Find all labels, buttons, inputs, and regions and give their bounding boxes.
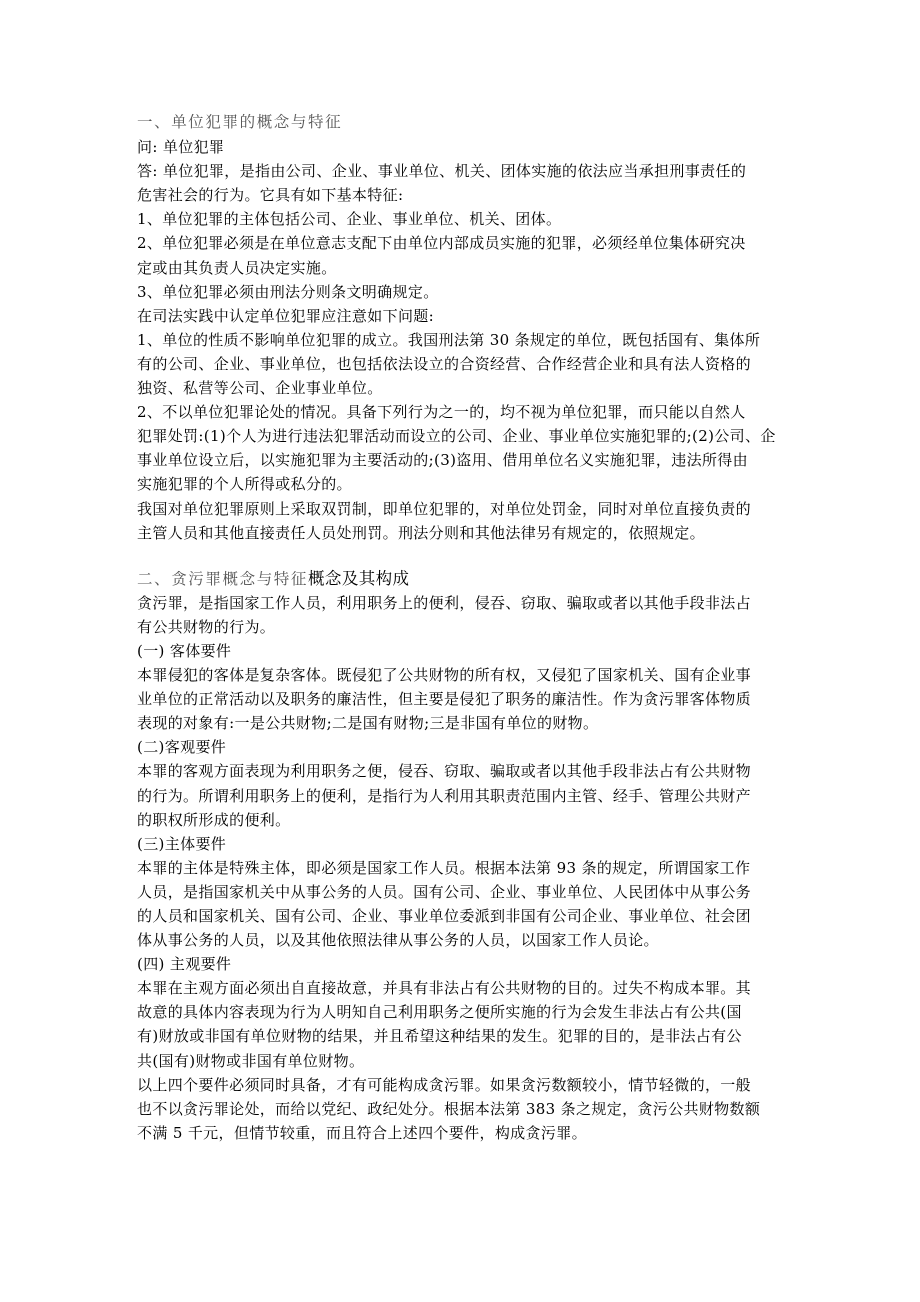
text-line: 在司法实践中认定单位犯罪应注意如下问题: <box>137 306 435 325</box>
text-line: 的行为。所谓利用职务上的便利，是指行为人利用其职责范围内主管、经手、管理公共财产 <box>137 786 752 805</box>
text-line: 共(国有)财物或非国有单位财物。 <box>137 1051 365 1070</box>
text-line: 也不以贪污罪论处，而给以党纪、政纪处分。根据本法第 383 条之规定，贪污公共财物数额 <box>137 1099 761 1118</box>
text-line: 的职权所形成的便利。 <box>137 810 291 829</box>
text-line: 本罪的客观方面表现为利用职务之便，侵吞、窃取、骗取或者以其他手段非法占有公共财物 <box>137 762 752 781</box>
text-line: 独资、私营等公司、企业事业单位。 <box>137 379 383 398</box>
subheading: (三)主体要件 <box>137 834 227 853</box>
section-spacer <box>137 545 787 567</box>
text-line: 实施犯罪的个人所得或私分的。 <box>137 475 352 494</box>
text-line: 1、单位的性质不影响单位犯罪的成立。我国刑法第 30 条规定的单位，既包括国有、集体所 <box>137 330 761 349</box>
text-line: 本罪在主观方面必须出自直接故意，并具有非法占有公共财物的目的。过失不构成本罪。其 <box>137 979 752 998</box>
text-line: 我国对单位犯罪原则上采取双罚制，即单位犯罪的，对单位处罚金，同时对单位直接负责的 <box>137 499 752 518</box>
section-1-heading: 一、单位犯罪的概念与特征 <box>137 113 343 131</box>
subheading: (一) 客体要件 <box>137 641 232 660</box>
text-line: 答: 单位犯罪，是指由公司、企业、事业单位、机关、团体实施的依法应当承担刑事责任的 <box>137 162 747 181</box>
text-line: 以上四个要件必须同时具备，才有可能构成贪污罪。如果贪污数额较小，情节轻微的，一般 <box>137 1075 752 1094</box>
text-line: 定或由其负责人员决定实施。 <box>137 258 337 277</box>
text-line: 问: 单位犯罪 <box>137 138 225 157</box>
text-line: 主管人员和其他直接责任人员处刑罚。刑法分则和其他法律另有规定的，依照规定。 <box>137 523 705 542</box>
text-line: 有的公司、企业、事业单位，也包括依法设立的合资经营、合作经营企业和具有法人资格的 <box>137 354 752 373</box>
text-line: 1、单位犯罪的主体包括公司、企业、事业单位、机关、团体。 <box>137 210 562 229</box>
text-line: 本罪的主体是特殊主体，即必须是国家工作人员。根据本法第 93 条的规定，所谓国家工作 <box>137 858 751 877</box>
section-2-heading <box>137 567 787 591</box>
document-body <box>137 108 787 1145</box>
text-line: 故意的具体内容表现为行为人明知自己利用职务之便所实施的行为会发生非法占有公共(国 <box>137 1003 742 1022</box>
text-line: 犯罪处罚:(1)个人为进行违法犯罪活动而设立的公司、企业、事业单位实施犯罪的;(2)公司、企 <box>137 427 776 446</box>
text-line: 不满 5 千元，但情节较重，而且符合上述四个要件，构成贪污罪。 <box>137 1123 587 1142</box>
subheading: (四) 主观要件 <box>137 955 232 974</box>
text-line: 有公共财物的行为。 <box>137 617 276 636</box>
text-line: 3、单位犯罪必须由刑法分则条文明确规定。 <box>137 282 439 301</box>
text-line: 业单位的正常活动以及职务的廉洁性，但主要是侵犯了职务的廉洁性。作为贪污罪客体物质 <box>137 690 752 709</box>
text-line: 有)财放或非国有单位财物的结果，并且希望这种结果的发生。犯罪的目的，是非法占有公 <box>137 1027 742 1046</box>
text-line: 人员，是指国家机关中从事公务的人员。国有公司、企业、事业单位、人民团体中从事公务 <box>137 882 752 901</box>
section-2-text <box>137 591 787 1145</box>
section-2-heading-dark: 概念及其构成 <box>308 568 410 588</box>
text-line: 本罪侵犯的客体是复杂客体。既侵犯了公共财物的所有权，又侵犯了国家机关、国有企业事 <box>137 666 752 685</box>
text-line: 体从事公务的人员，以及其他依照法律从事公务的人员，以国家工作人员论。 <box>137 931 659 950</box>
text-line: 表现的对象有:一是公共财物;二是国有财物;三是非国有单位的财物。 <box>137 714 599 733</box>
text-line: 2、不以单位犯罪论处的情况。具备下列行为之一的，均不视为单位犯罪，而只能以自然人 <box>137 403 746 422</box>
text-line: 事业单位设立后，以实施犯罪为主要活动的;(3)盗用、借用单位名义实施犯罪，违法所得由 <box>137 451 749 470</box>
section-2-heading-light: 二、贪污罪概念与特征 <box>137 569 309 588</box>
text-line: 2、单位犯罪必须是在单位意志支配下由单位内部成员实施的犯罪，必须经单位集体研究决 <box>137 234 746 253</box>
subheading: (二)客观要件 <box>137 738 227 757</box>
text-line: 贪污罪，是指国家工作人员，利用职务上的便利，侵吞、窃取、骗取或者以其他手段非法占 <box>137 593 752 612</box>
text-line: 的人员和国家机关、国有公司、企业、事业单位委派到非国有公司企业、事业单位、社会团 <box>137 907 752 925</box>
text-line: 危害社会的行为。它具有如下基本特征: <box>137 186 404 205</box>
section-1-text <box>137 135 787 545</box>
